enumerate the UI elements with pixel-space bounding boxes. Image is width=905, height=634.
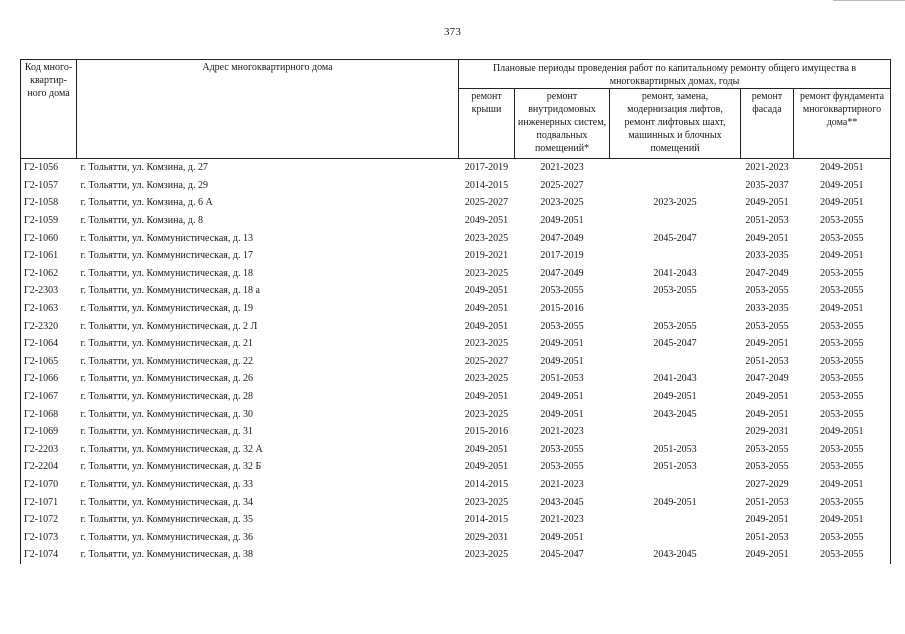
column-header-foundation: ремонт фундамента многоквартирного дома** [794, 89, 891, 159]
cell-facade: 2051-2053 [745, 531, 789, 543]
cell-systems: 2021-2023 [540, 478, 584, 490]
cell-foundation: 2049-2051 [794, 476, 891, 494]
table-row [21, 528, 891, 546]
cell-roof: 2017-2019 [464, 162, 509, 174]
cell-roof: 2014-2015 [464, 514, 509, 526]
table-row [21, 194, 891, 212]
table-row [21, 493, 891, 511]
table-row [21, 476, 891, 494]
cell-code: Г2-1057 [21, 177, 77, 195]
cell-foundation: 2053-2055 [794, 370, 891, 388]
cell-facade: 2047-2049 [745, 373, 789, 385]
cell-elevators [610, 247, 741, 265]
table-row [21, 317, 891, 335]
cell-systems: 2049-2051 [540, 338, 584, 350]
cell-roof: 2023-2025 [464, 267, 509, 279]
cell-systems: 2049-2051 [540, 408, 584, 420]
cell-elevators [610, 476, 741, 494]
cell-address: г. Тольятти, ул. Комзина, д. 29 [80, 179, 208, 191]
cell-elevators [610, 177, 741, 195]
cell-elevators: 2049-2051 [653, 496, 697, 508]
column-header-elevators: ремонт, замена, модернизация лифтов, ремонт лифтовых шахт, машинных и блочных помещений [610, 89, 741, 159]
table-row [21, 159, 891, 177]
cell-facade: 2051-2053 [745, 355, 789, 367]
cell-facade: 2049-2051 [745, 408, 789, 420]
column-header-periods: Плановые периоды проведения работ по капитальному ремонту общего имущества в многоквартирных домах, годы [459, 60, 891, 89]
cell-code: Г2-1061 [21, 247, 77, 265]
table-body [21, 159, 891, 564]
cell-address: г. Тольятти, ул. Коммунистическая, д. 28 [80, 391, 253, 403]
cell-code: Г2-1058 [21, 194, 77, 212]
cell-foundation: 2049-2051 [794, 300, 891, 318]
column-header-roof: ремонт крыши [459, 89, 515, 159]
cell-foundation: 2049-2051 [794, 177, 891, 195]
cell-elevators: 2051-2053 [653, 443, 697, 455]
column-header-systems: ремонт внутридомовых инженерных систем, подвальных помещений* [515, 89, 610, 159]
cell-foundation: 2049-2051 [794, 159, 891, 177]
cell-systems: 2049-2051 [540, 391, 584, 403]
cell-systems: 2051-2053 [540, 373, 584, 385]
cell-facade: 2053-2055 [745, 461, 789, 473]
cell-foundation: 2053-2055 [794, 282, 891, 300]
cell-address: г. Тольятти, ул. Коммунистическая, д. 18 а [80, 285, 260, 297]
cell-code: Г2-1074 [21, 546, 77, 564]
cell-code: Г2-1064 [21, 335, 77, 353]
cell-address: г. Тольятти, ул. Комзина, д. 27 [80, 162, 208, 174]
cell-systems: 2053-2055 [540, 443, 584, 455]
cell-facade: 2051-2053 [745, 496, 789, 508]
cell-systems: 2049-2051 [540, 355, 584, 367]
cell-elevators: 2041-2043 [653, 267, 697, 279]
cell-code: Г2-1069 [21, 423, 77, 441]
cell-foundation: 2053-2055 [794, 441, 891, 459]
cell-facade: 2049-2051 [745, 338, 789, 350]
cell-code: Г2-1062 [21, 265, 77, 283]
cell-address: г. Тольятти, ул. Коммунистическая, д. 22 [80, 355, 253, 367]
cell-roof: 2049-2051 [464, 443, 509, 455]
cell-address: г. Тольятти, ул. Коммунистическая, д. 38 [80, 549, 253, 561]
cell-facade: 2021-2023 [745, 162, 789, 174]
cell-facade: 2049-2051 [745, 197, 789, 209]
cell-code: Г2-1066 [21, 370, 77, 388]
cell-facade: 2035-2037 [745, 179, 789, 191]
cell-facade: 2053-2055 [745, 285, 789, 297]
cell-foundation: 2053-2055 [794, 229, 891, 247]
table-row [21, 229, 891, 247]
cell-systems: 2025-2027 [540, 179, 584, 191]
cell-systems: 2053-2055 [540, 320, 584, 332]
cell-elevators: 2023-2025 [653, 197, 697, 209]
cell-systems: 2021-2023 [540, 426, 584, 438]
table-row [21, 388, 891, 406]
cell-foundation: 2049-2051 [794, 247, 891, 265]
cell-facade: 2049-2051 [745, 514, 789, 526]
table-row [21, 405, 891, 423]
cell-facade: 2049-2051 [745, 549, 789, 561]
cell-code: Г2-1070 [21, 476, 77, 494]
cell-roof: 2049-2051 [464, 461, 509, 473]
cell-roof: 2014-2015 [464, 478, 509, 490]
cell-roof: 2049-2051 [464, 391, 509, 403]
cell-roof: 2049-2051 [464, 285, 509, 297]
cell-systems: 2047-2049 [540, 232, 584, 244]
cell-foundation: 2053-2055 [794, 265, 891, 283]
table-row [21, 458, 891, 476]
cell-elevators: 2051-2053 [653, 461, 697, 473]
cell-foundation: 2053-2055 [794, 317, 891, 335]
cell-facade: 2049-2051 [745, 391, 789, 403]
cell-code: Г2-1067 [21, 388, 77, 406]
cell-address: г. Тольятти, ул. Комзина, д. 6 А [80, 197, 213, 209]
table-row [21, 441, 891, 459]
cell-code: Г2-1060 [21, 229, 77, 247]
cell-roof: 2015-2016 [464, 426, 509, 438]
cell-systems: 2023-2025 [540, 197, 584, 209]
table-row [21, 353, 891, 371]
cell-foundation: 2053-2055 [794, 493, 891, 511]
cell-elevators: 2043-2045 [653, 408, 697, 420]
page-number: 373 [443, 26, 462, 38]
cell-roof: 2014-2015 [464, 179, 509, 191]
cell-code: Г2-1065 [21, 353, 77, 371]
cell-systems: 2045-2047 [540, 549, 584, 561]
cell-foundation: 2053-2055 [794, 405, 891, 423]
cell-address: г. Тольятти, ул. Коммунистическая, д. 17 [80, 250, 253, 262]
table-row [21, 370, 891, 388]
cell-facade: 2033-2035 [745, 303, 789, 315]
cell-address: г. Тольятти, ул. Коммунистическая, д. 33 [80, 478, 253, 490]
cell-code: Г2-2203 [21, 441, 77, 459]
cell-facade: 2051-2053 [745, 215, 789, 227]
cell-address: г. Тольятти, ул. Коммунистическая, д. 19 [80, 303, 253, 315]
cell-facade: 2029-2031 [745, 426, 789, 438]
cell-systems: 2049-2051 [540, 215, 584, 227]
cell-roof: 2023-2025 [464, 408, 509, 420]
cell-foundation: 2049-2051 [794, 511, 891, 529]
cell-code: Г2-1056 [21, 159, 77, 177]
cell-code: Г2-1071 [21, 493, 77, 511]
cell-facade: 2049-2051 [745, 232, 789, 244]
column-header-facade: ремонт фасада [741, 89, 794, 159]
cell-foundation: 2053-2055 [794, 388, 891, 406]
cell-elevators [610, 159, 741, 177]
cell-code: Г2-1073 [21, 528, 77, 546]
cell-elevators: 2045-2047 [653, 338, 697, 350]
cell-address: г. Тольятти, ул. Коммунистическая, д. 13 [80, 232, 253, 244]
cell-address: г. Тольятти, ул. Коммунистическая, д. 2 Л [80, 320, 258, 332]
cell-address: г. Тольятти, ул. Коммунистическая, д. 18 [80, 267, 253, 279]
cell-roof: 2049-2051 [464, 320, 509, 332]
cell-address: г. Тольятти, ул. Коммунистическая, д. 34 [80, 496, 253, 508]
cell-roof: 2023-2025 [464, 549, 509, 561]
cell-foundation: 2053-2055 [794, 528, 891, 546]
cell-systems: 2049-2051 [540, 531, 584, 543]
cell-facade: 2053-2055 [745, 443, 789, 455]
cell-systems: 2047-2049 [540, 267, 584, 279]
cell-address: г. Тольятти, ул. Коммунистическая, д. 32 А [80, 443, 263, 455]
cell-elevators [610, 353, 741, 371]
cell-code: Г2-2303 [21, 282, 77, 300]
table-row [21, 177, 891, 195]
cell-elevators [610, 300, 741, 318]
cell-elevators: 2053-2055 [653, 285, 697, 297]
cell-elevators: 2043-2045 [653, 549, 697, 561]
table-row [21, 265, 891, 283]
cell-address: г. Тольятти, ул. Коммунистическая, д. 35 [80, 514, 253, 526]
cell-elevators: 2053-2055 [653, 320, 697, 332]
cell-roof: 2019-2021 [464, 250, 509, 262]
cell-roof: 2029-2031 [464, 531, 509, 543]
cell-foundation: 2049-2051 [794, 423, 891, 441]
cell-systems: 2015-2016 [540, 303, 584, 315]
column-header-code: Код много-квартир-ного дома [21, 60, 77, 159]
cell-address: г. Тольятти, ул. Коммунистическая, д. 36 [80, 531, 253, 543]
cell-systems: 2021-2023 [540, 162, 584, 174]
scan-edge-line [833, 0, 905, 1]
cell-address: г. Тольятти, ул. Коммунистическая, д. 31 [80, 426, 253, 438]
cell-address: г. Тольятти, ул. Коммунистическая, д. 26 [80, 373, 253, 385]
cell-elevators [610, 511, 741, 529]
cell-systems: 2053-2055 [540, 285, 584, 297]
cell-roof: 2049-2051 [464, 215, 509, 227]
capital-repair-plan-table [20, 59, 891, 564]
cell-facade: 2027-2029 [745, 478, 789, 490]
cell-address: г. Тольятти, ул. Коммунистическая, д. 21 [80, 338, 253, 350]
column-header-address: Адрес многоквартирного дома [77, 60, 459, 159]
cell-code: Г2-1059 [21, 212, 77, 230]
table-row [21, 212, 891, 230]
cell-elevators [610, 423, 741, 441]
cell-systems: 2021-2023 [540, 514, 584, 526]
cell-code: Г2-1068 [21, 405, 77, 423]
cell-code: Г2-2320 [21, 317, 77, 335]
cell-foundation: 2049-2051 [794, 194, 891, 212]
table-row [21, 300, 891, 318]
cell-elevators: 2045-2047 [653, 232, 697, 244]
cell-foundation: 2053-2055 [794, 335, 891, 353]
cell-code: Г2-2204 [21, 458, 77, 476]
cell-foundation: 2053-2055 [794, 353, 891, 371]
cell-facade: 2053-2055 [745, 320, 789, 332]
table-row [21, 546, 891, 564]
cell-code: Г2-1072 [21, 511, 77, 529]
cell-foundation: 2053-2055 [794, 458, 891, 476]
table-row [21, 335, 891, 353]
cell-roof: 2049-2051 [464, 303, 509, 315]
cell-address: г. Тольятти, ул. Коммунистическая, д. 32 Б [80, 461, 262, 473]
cell-roof: 2023-2025 [464, 373, 509, 385]
cell-foundation: 2053-2055 [794, 546, 891, 564]
cell-foundation: 2053-2055 [794, 212, 891, 230]
table-row [21, 511, 891, 529]
cell-code: Г2-1063 [21, 300, 77, 318]
table-row [21, 282, 891, 300]
cell-address: г. Тольятти, ул. Коммунистическая, д. 30 [80, 408, 253, 420]
table-row [21, 247, 891, 265]
cell-address: г. Тольятти, ул. Комзина, д. 8 [80, 215, 203, 227]
cell-roof: 2023-2025 [464, 232, 509, 244]
cell-roof: 2023-2025 [464, 496, 509, 508]
cell-systems: 2043-2045 [540, 496, 584, 508]
cell-roof: 2023-2025 [464, 338, 509, 350]
cell-facade: 2047-2049 [745, 267, 789, 279]
cell-elevators [610, 212, 741, 230]
cell-elevators [610, 528, 741, 546]
table-row [21, 423, 891, 441]
cell-roof: 2025-2027 [464, 355, 509, 367]
cell-systems: 2053-2055 [540, 461, 584, 473]
cell-systems: 2017-2019 [540, 250, 584, 262]
cell-elevators: 2049-2051 [653, 391, 697, 403]
cell-roof: 2025-2027 [464, 197, 509, 209]
cell-facade: 2033-2035 [745, 250, 789, 262]
cell-elevators: 2041-2043 [653, 373, 697, 385]
